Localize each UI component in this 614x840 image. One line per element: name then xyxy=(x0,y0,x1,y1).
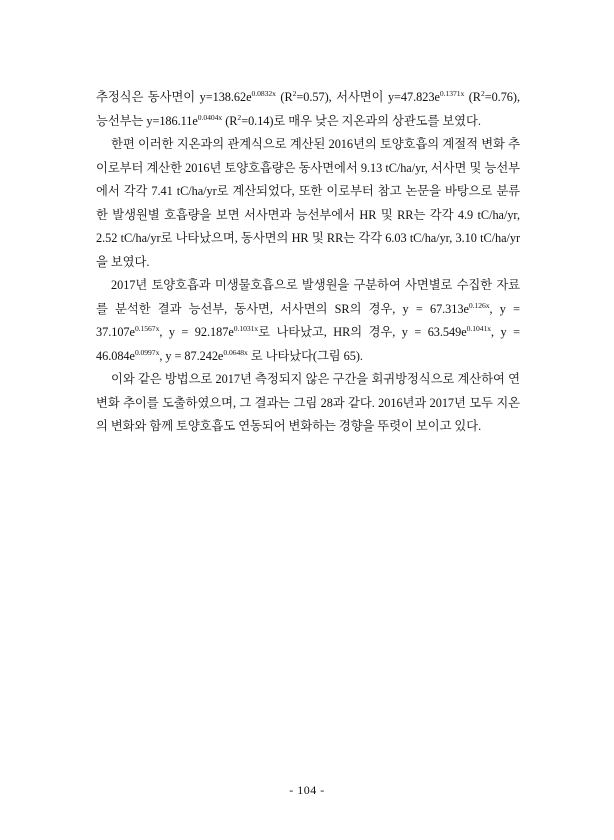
superscript-text: 0.1371x xyxy=(439,88,465,98)
text-run: 로 나타났고, HR의 경우, y = 63.549e xyxy=(258,325,467,339)
text-run: , y = 46.084e xyxy=(96,325,520,363)
text-run: 2017년 토양호흡과 미생물호흡으로 발생원을 구분하여 사면별로 수집한 자료를 분석한 결과 능선부, 동사면, 서사면의 SR의 경우, y = 67.313e xyxy=(96,278,520,316)
superscript-text: 0.0648x xyxy=(223,347,248,357)
paragraph-1 xyxy=(96,86,520,133)
text-run: 로 나타났다(그림 65). xyxy=(247,348,363,363)
text-run: =0.14)로 매우 낮은 지온과의 상관도를 보였다. xyxy=(241,113,481,128)
superscript-text: 0.0832x xyxy=(251,88,276,98)
text-run: 한편 이러한 지온과의 관계식으로 계산된 2016년의 토양호흡의 계절적 변화 추이로부터 계산한 2016년 토양호흡량은 동사면에서 9.13 tC/ha/yr, 서사면 및 능선부에서 각각 7.41 tC/ha/yr로 계산되었다, 또한 이로부터 참고 논문을 바탕으로 분류한 발생원별 호흡량을 보면 서사면과 능선부에서 HR 및 RR는 각각 4.9 tC/ha/yr, 2.52 tC/ha/yr로 나타났으며, 동사면의 HR 및 RR는 각각 6.03 tC/ha/yr, 3.10 tC/ha/yr을 보였다. xyxy=(96,137,520,269)
text-run: 추정식은 동사면이 y=138.62e xyxy=(96,90,252,104)
text-run: , y = 92.187e xyxy=(159,325,234,339)
superscript-text: 2 xyxy=(237,112,242,122)
page-number: - 104 - xyxy=(289,783,325,797)
superscript-text: 0.1567x xyxy=(134,323,160,333)
paragraph-2 xyxy=(96,133,520,274)
text-run: =0.57), 서사면이 y=47.823e xyxy=(296,90,440,104)
text-run: 이와 같은 방법으로 2017년 측정되지 않은 구간을 회귀방정식으로 계산하여 연 변화 추이를 도출하였으며, 그 결과는 그림 28과 같다. 2016년과 2017년 모두 지온의 변화와 함께 토양호흡도 연동되어 변화하는 경향을 뚜렷이 보이고 있다. xyxy=(96,372,520,433)
text-run: (R xyxy=(464,90,481,104)
superscript-text: 0.1031x xyxy=(233,323,259,333)
superscript-text: 2 xyxy=(292,88,297,98)
text-run: =0.76), 능선부는 y=186.11e xyxy=(96,90,520,128)
paragraph-3 xyxy=(96,274,520,368)
text-run: , y = 87.242e xyxy=(159,348,224,363)
superscript-text: 0.0997x xyxy=(134,347,160,357)
paragraph-4 xyxy=(96,368,520,439)
text-run: , y = 37.107e xyxy=(96,301,520,339)
superscript-text: 2 xyxy=(480,88,485,98)
superscript-text: 0.0404x xyxy=(197,112,223,122)
superscript-text: 0.1041x xyxy=(466,323,492,333)
page-body xyxy=(96,86,520,439)
text-run: (R xyxy=(275,90,293,104)
text-run: (R xyxy=(222,113,238,128)
superscript-text: 0.126x xyxy=(468,300,490,310)
